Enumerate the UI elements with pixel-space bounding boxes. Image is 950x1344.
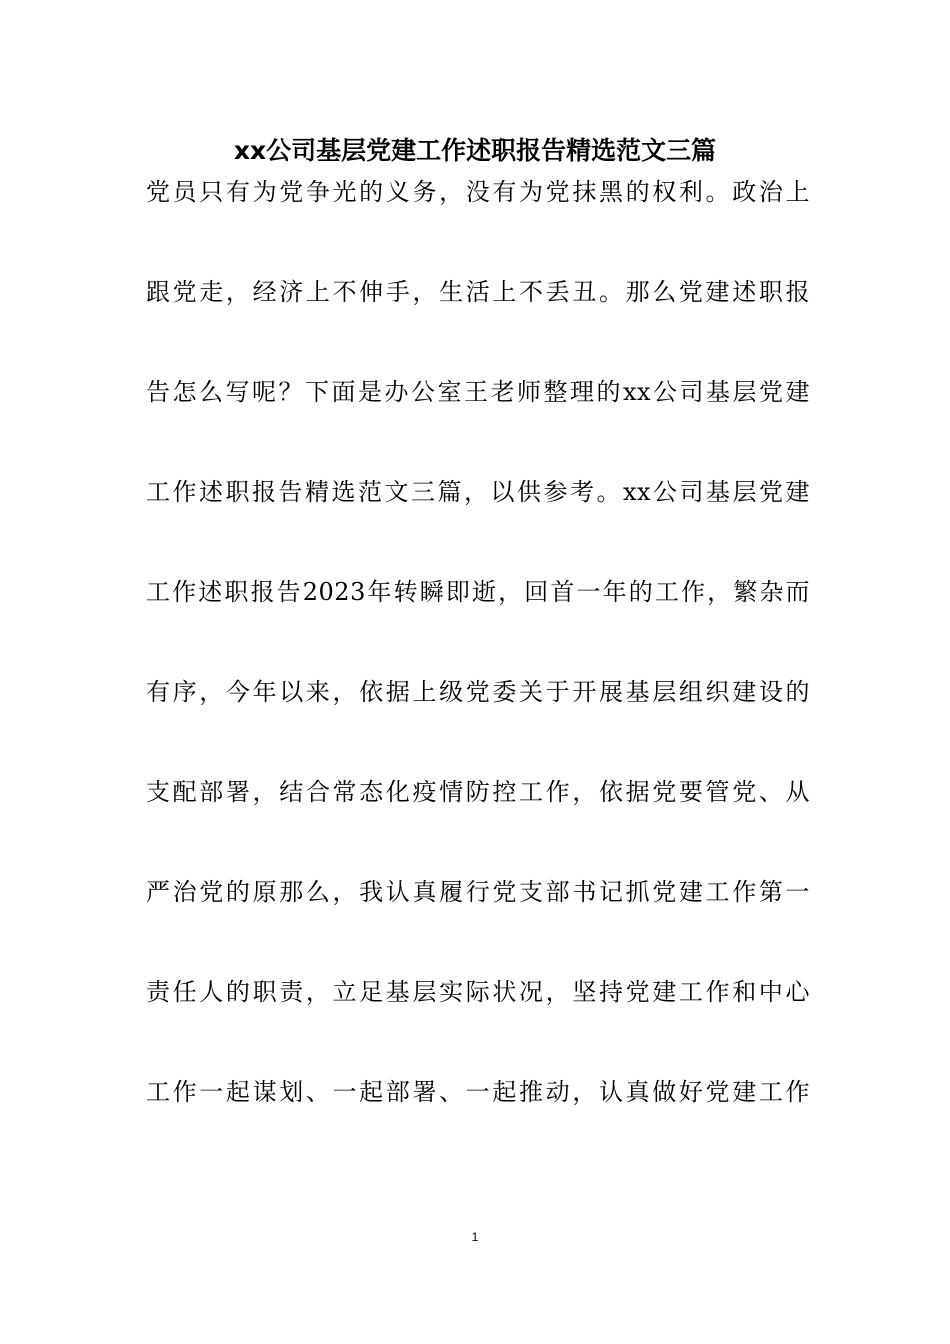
- body-line-5: 工作述职报告2023年转瞬即逝，回首一年的工作，繁杂而: [146, 578, 810, 606]
- body-line-9: 责任人的职责，立足基层实际状况，坚持党建工作和中心: [146, 978, 810, 1006]
- body-line-7: 支配部署，结合常态化疫情防控工作，依据党要管党、从: [146, 778, 810, 806]
- body-line-1: 党员只有为党争光的义务，没有为党抹黑的权利。政治上: [146, 178, 810, 206]
- body-line-4: 工作述职报告精选范文三篇，以供参考。xx公司基层党建: [146, 478, 810, 506]
- body-line-6: 有序，今年以来，依据上级党委关于开展基层组织建设的: [146, 678, 810, 706]
- document-title: xx公司基层党建工作述职报告精选范文三篇: [233, 136, 717, 165]
- body-line-3: 告怎么写呢？下面是办公室王老师整理的xx公司基层党建: [146, 378, 810, 406]
- body-line-2: 跟党走，经济上不伸手，生活上不丢丑。那么党建述职报: [146, 278, 810, 306]
- page-number: 1: [471, 1230, 479, 1244]
- body-line-8: 严治党的原那么，我认真履行党支部书记抓党建工作第一: [146, 878, 810, 906]
- body-line-10: 工作一起谋划、一起部署、一起推动，认真做好党建工作: [146, 1078, 810, 1106]
